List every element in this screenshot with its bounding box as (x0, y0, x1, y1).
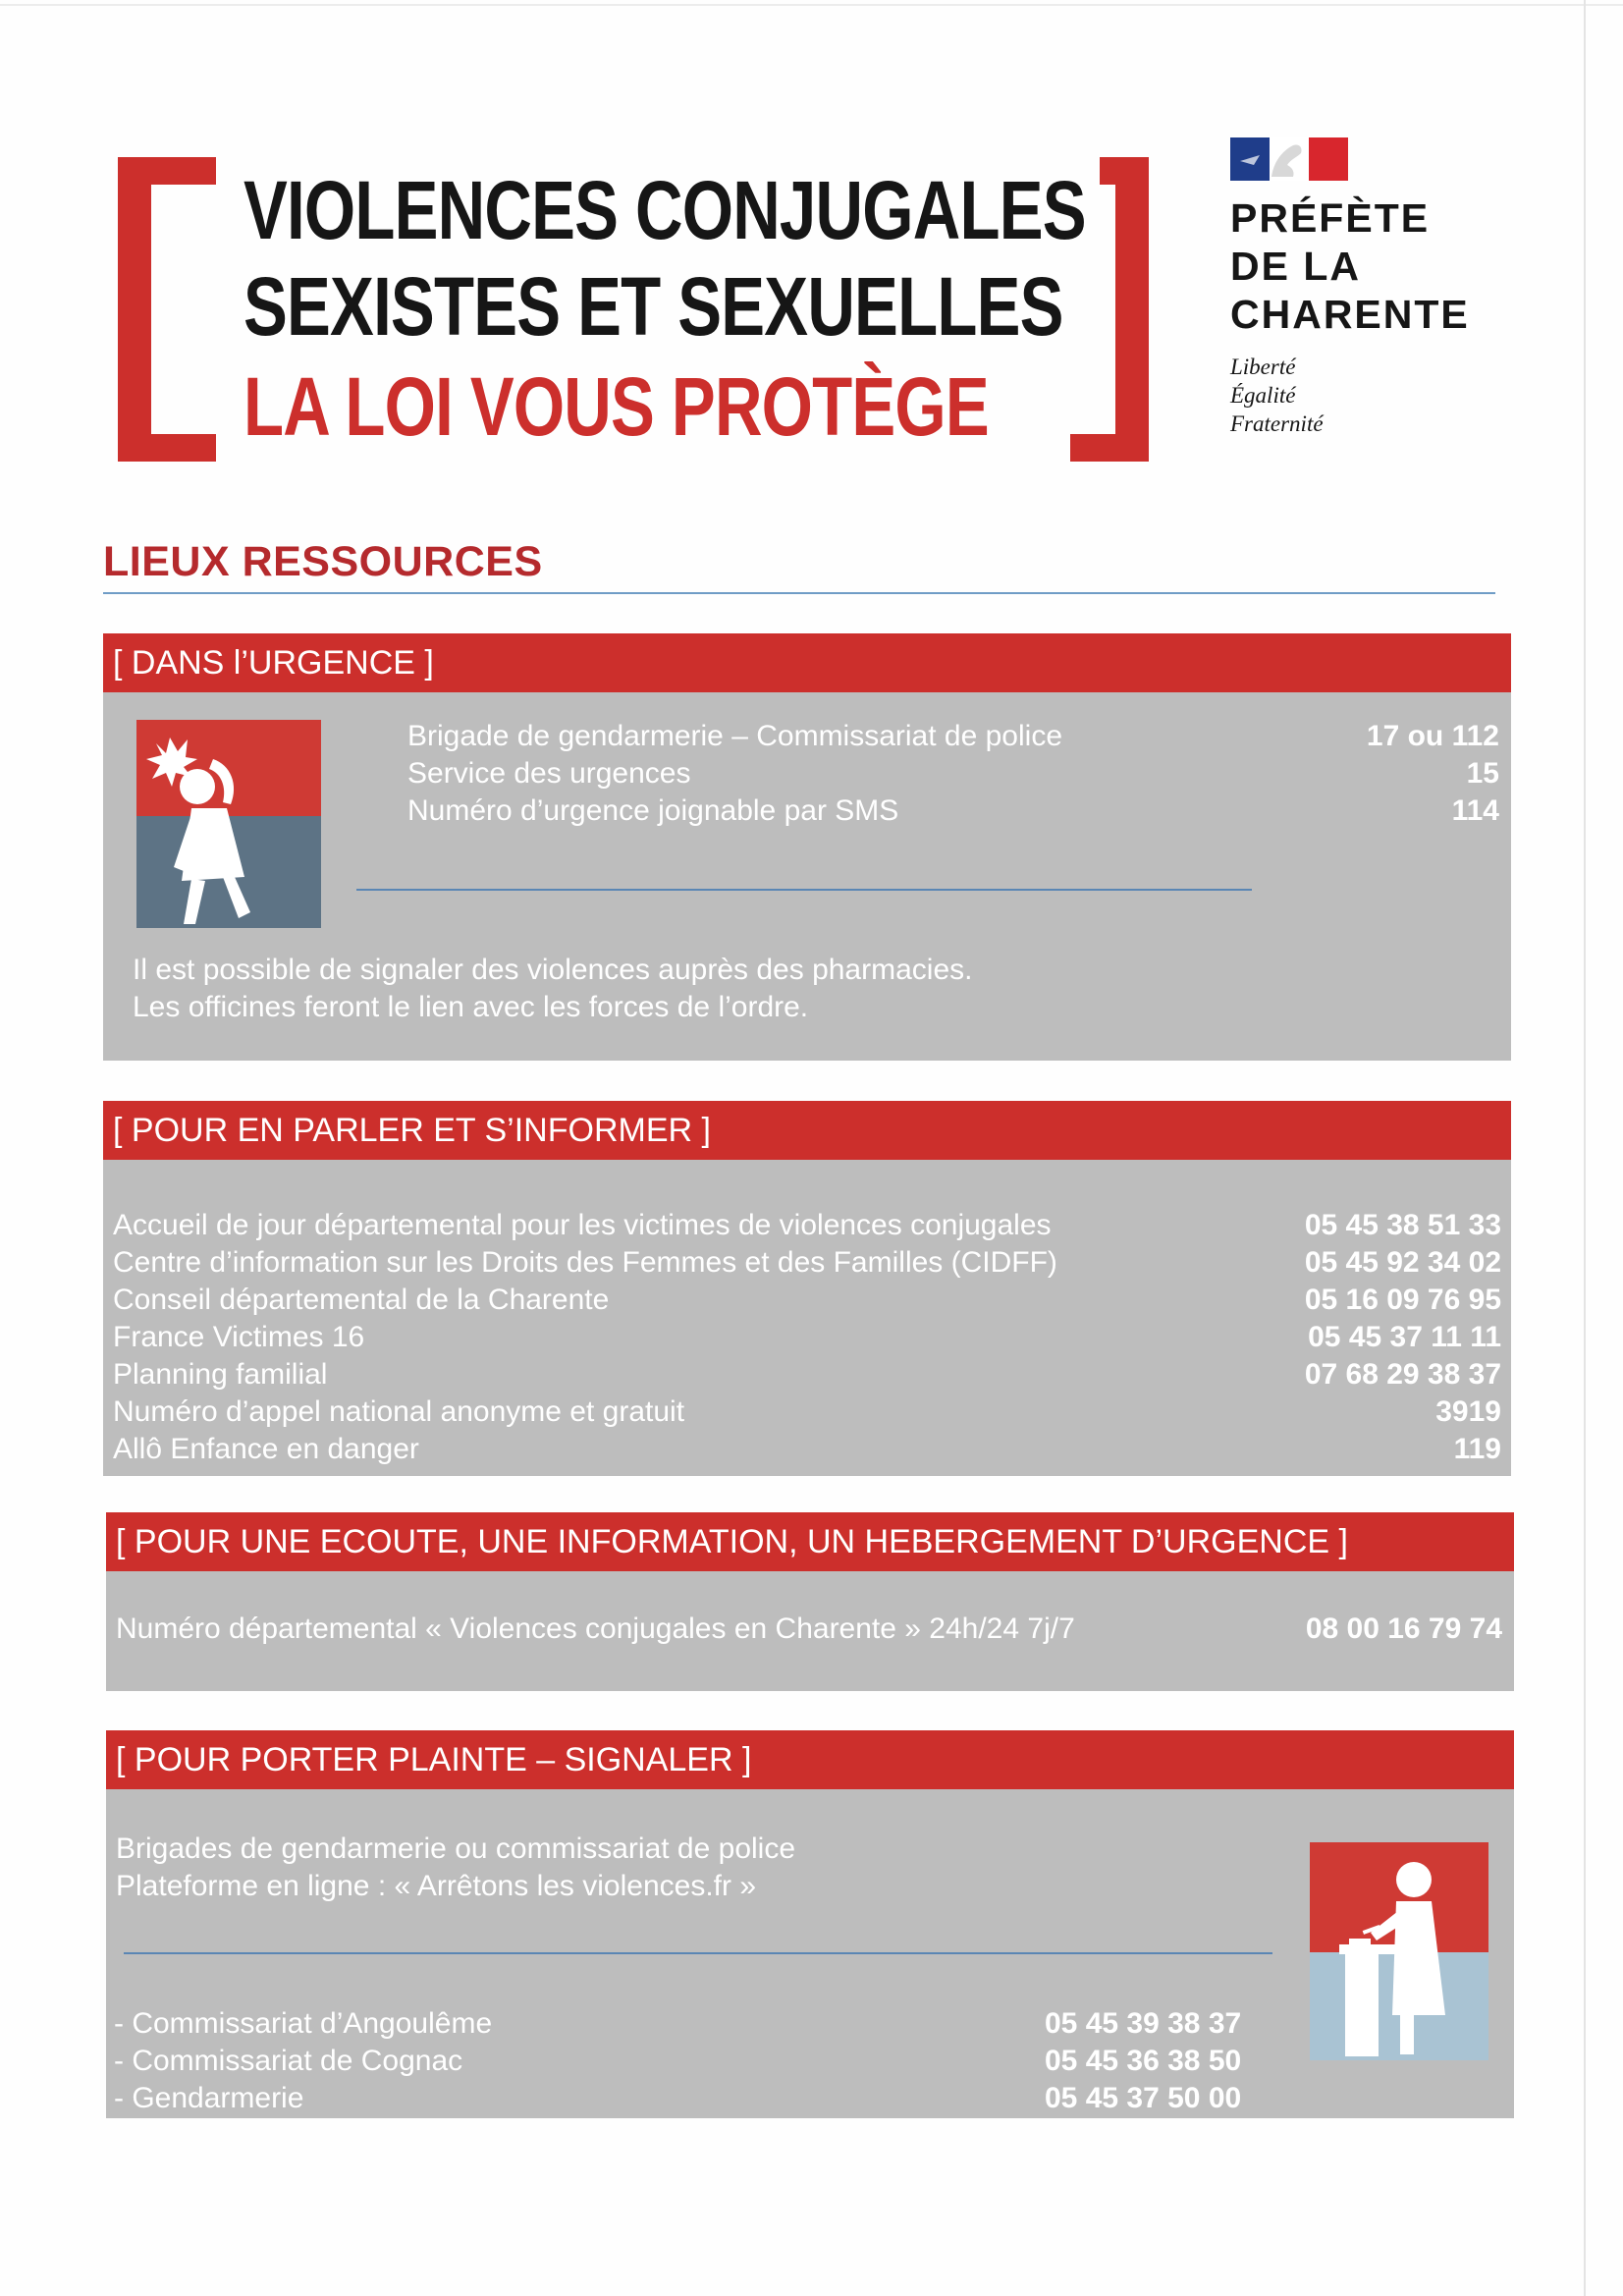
plainte-row-number: 05 45 36 38 50 (1045, 2045, 1242, 2077)
informer-row-number: 05 16 09 76 95 (1304, 1284, 1501, 1316)
marianne-flag-icon (1230, 137, 1348, 181)
urgence-row-label: Numéro d’urgence joignable par SMS (407, 794, 899, 827)
informer-row-number: 3919 (1435, 1395, 1501, 1428)
prefecture-name-line-2: DE LA (1230, 244, 1361, 289)
ecoute-row-number: 08 00 16 79 74 (1305, 1613, 1502, 1645)
person-in-distress-icon (136, 720, 321, 928)
title-line-1: VIOLENCES CONJUGALES (243, 164, 1086, 256)
republic-motto (1230, 353, 1505, 438)
urgence-row-label: Brigade de gendarmerie – Commissariat de police (407, 720, 1063, 752)
urgence-row-number: 114 (1451, 794, 1499, 827)
informer-row-label: Numéro d’appel national anonyme et gratuit (113, 1395, 685, 1428)
motto-liberte: Liberté (1230, 355, 1296, 379)
panel-plainte-header: [ POUR PORTER PLAINTE – SIGNALER ] (106, 1730, 1514, 1789)
informer-row-label: Centre d’information sur les Droits des Femmes et des Familles (CIDFF) (113, 1246, 1057, 1279)
right-bracket-bottom-arm (1070, 434, 1149, 462)
plainte-row-number: 05 45 37 50 00 (1045, 2082, 1242, 2114)
panel-urgence (103, 633, 1511, 1061)
page-top-edge (0, 4, 1623, 6)
motto-egalite: Égalité (1230, 383, 1296, 408)
title-line-3: LA LOI VOUS PROTÈGE (243, 360, 989, 453)
informer-row-number: 05 45 37 11 11 (1308, 1321, 1501, 1353)
page-right-edge (1584, 0, 1586, 2296)
informer-row-number: 119 (1453, 1433, 1501, 1465)
prefecture-name-line-3: CHARENTE (1230, 292, 1470, 337)
panel-plainte (106, 1730, 1514, 2118)
plainte-row-label: - Commissariat d’Angoulême (114, 2007, 493, 2040)
plainte-row-number: 05 45 39 38 37 (1045, 2007, 1242, 2040)
panel-informer-header: [ POUR EN PARLER ET S’INFORMER ] (103, 1101, 1511, 1160)
section-title-rule (103, 592, 1495, 594)
plainte-divider (124, 1952, 1272, 1954)
title-block (118, 157, 1159, 466)
plainte-row-label: - Gendarmerie (114, 2082, 304, 2114)
left-bracket-top-arm (118, 157, 216, 185)
urgence-divider (356, 889, 1252, 891)
ecoute-row-label: Numéro départemental « Violences conjugales en Charente » 24h/24 7j/7 (116, 1613, 1075, 1645)
left-bracket-bottom-arm (118, 434, 216, 462)
informer-row-number: 07 68 29 38 37 (1304, 1358, 1501, 1391)
informer-row-label: Planning familial (113, 1358, 328, 1391)
section-title: LIEUX RESSOURCES (103, 538, 543, 585)
informer-row-label: Accueil de jour départemental pour les victimes de violences conjugales (113, 1209, 1052, 1241)
plainte-row-label: - Commissariat de Cognac (114, 2045, 463, 2077)
informer-row-number: 05 45 92 34 02 (1304, 1246, 1501, 1279)
urgence-row-number: 17 ou 112 (1366, 720, 1499, 752)
person-filing-complaint-icon (1310, 1842, 1488, 2060)
informer-row-label: Conseil départemental de la Charente (113, 1284, 610, 1316)
prefecture-name-line-1: PRÉFÈTE (1230, 195, 1431, 241)
plainte-intro-line-1: Brigades de gendarmerie ou commissariat de police (116, 1832, 796, 1865)
motto-fraternite: Fraternité (1230, 411, 1324, 436)
informer-row-number: 05 45 38 51 33 (1304, 1209, 1501, 1241)
urgence-note-line-1: Il est possible de signaler des violences auprès des pharmacies. (133, 954, 973, 986)
panel-urgence-header: [ DANS l’URGENCE ] (103, 633, 1511, 692)
left-bracket (118, 157, 151, 462)
informer-row-label: France Victimes 16 (113, 1321, 365, 1353)
prefecture-logo (1230, 137, 1505, 438)
urgence-row-label: Service des urgences (407, 757, 691, 790)
informer-row-label: Allô Enfance en danger (113, 1433, 419, 1465)
urgence-row-number: 15 (1466, 757, 1499, 790)
right-bracket (1115, 157, 1149, 462)
right-bracket-top-arm (1100, 157, 1149, 185)
panel-ecoute (106, 1512, 1514, 1691)
panel-ecoute-header: [ POUR UNE ECOUTE, UNE INFORMATION, UN HEBERGEMENT D’URGENCE ] (106, 1512, 1514, 1571)
panel-informer (103, 1101, 1511, 1476)
urgence-note-line-2: Les officines feront le lien avec les forces de l’ordre. (133, 991, 809, 1023)
plainte-intro-line-2: Plateforme en ligne : « Arrêtons les violences.fr » (116, 1870, 757, 1902)
prefecture-name (1230, 194, 1505, 339)
title-line-2: SEXISTES ET SEXUELLES (243, 260, 1063, 353)
